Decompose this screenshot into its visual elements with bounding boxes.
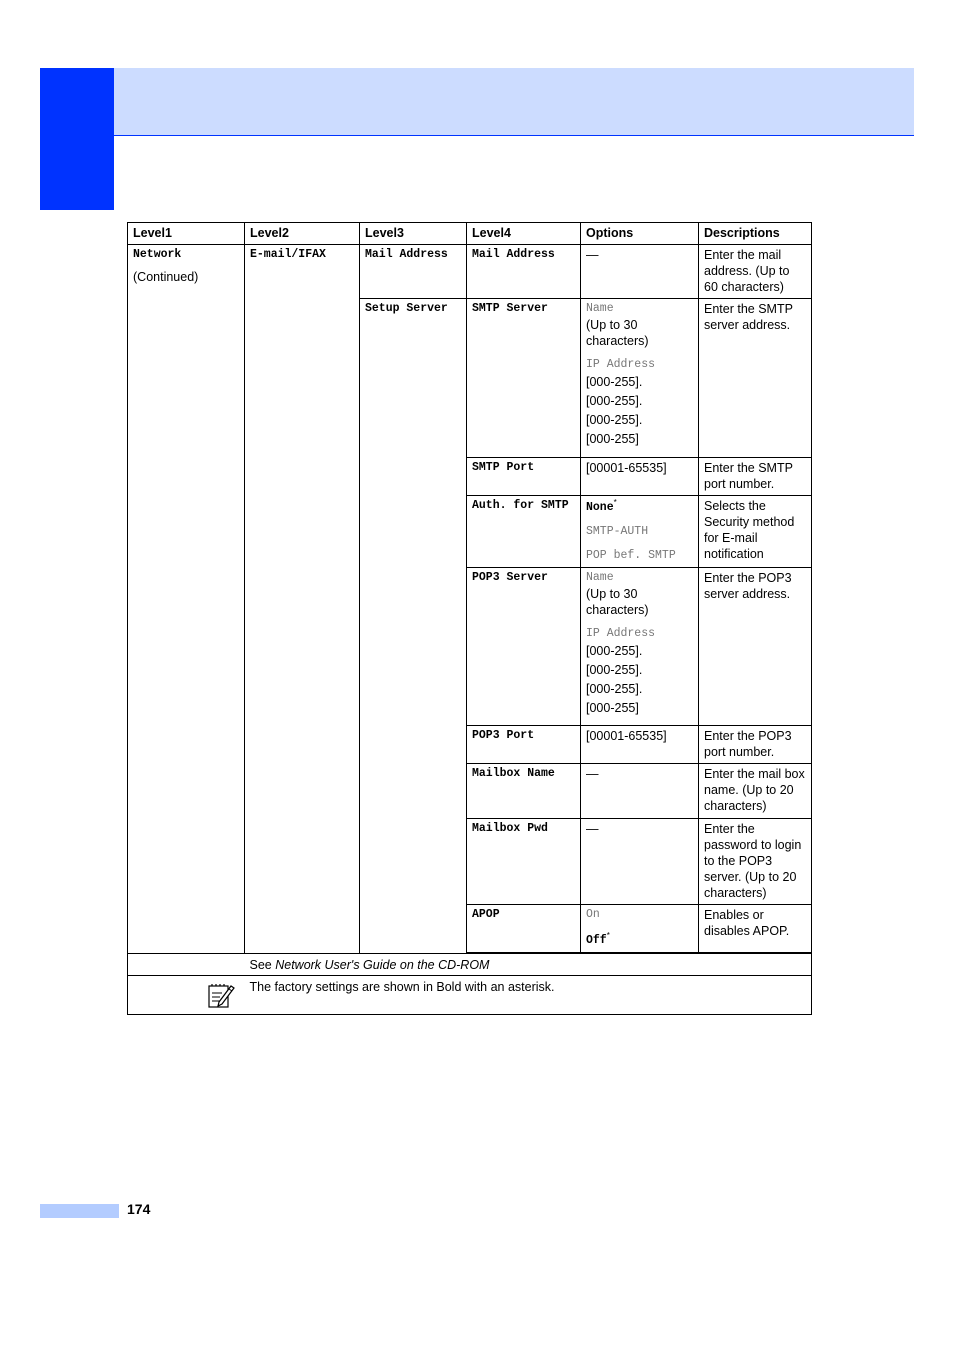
level1-value: Network	[133, 248, 182, 261]
page-number: 174	[127, 1201, 151, 1217]
level3-setup-server: Setup Server	[360, 299, 467, 954]
default-marker: *	[606, 931, 610, 940]
options-pop3-server	[581, 568, 699, 726]
options-apop	[581, 905, 699, 953]
ip-range: [000-255]	[586, 432, 639, 446]
col-level1: Level1	[128, 223, 245, 245]
level4-auth-smtp: Auth. for SMTP	[467, 496, 581, 568]
option-name-desc: (Up to 30 characters)	[586, 587, 649, 617]
level4-pop3-server: POP3 Server	[467, 568, 581, 726]
options-smtp-server	[581, 299, 699, 458]
options-mailbox-pwd: —	[581, 819, 699, 905]
desc-pop3-server: Enter the POP3 server address.	[699, 568, 812, 726]
settings-table	[127, 222, 812, 1015]
default-marker: *	[613, 498, 617, 507]
level1-continued: (Continued)	[133, 270, 199, 284]
desc-smtp-port: Enter the SMTP port number.	[699, 458, 812, 496]
option-off: Off	[586, 934, 607, 947]
option-on: On	[586, 908, 600, 921]
col-descriptions: Descriptions	[699, 223, 812, 245]
desc-pop3-port: Enter the POP3 port number.	[699, 726, 812, 764]
desc-mailbox-name: Enter the mail box name. (Up to 20 characters)	[699, 764, 812, 819]
ip-range: [000-255].	[586, 663, 643, 677]
level4-pop3-port: POP3 Port	[467, 726, 581, 764]
note-pencil-icon	[206, 980, 236, 1010]
level2-cell: E-mail/IFAX	[245, 245, 360, 954]
option-name-desc: (Up to 30 characters)	[586, 318, 649, 348]
level4-smtp-port: SMTP Port	[467, 458, 581, 496]
option-name: Name	[586, 302, 614, 315]
ip-range: [000-255]	[586, 701, 639, 715]
desc-mailbox-pwd: Enter the password to login to the POP3 server. (Up to 20 characters)	[699, 819, 812, 905]
col-level4: Level4	[467, 223, 581, 245]
option-name: Name	[586, 571, 614, 584]
col-level2: Level2	[245, 223, 360, 245]
see-guide-row	[128, 954, 812, 976]
options-smtp-port: [00001-65535]	[581, 458, 699, 496]
note-row	[128, 976, 812, 1015]
level3-mail-address: Mail Address	[360, 245, 467, 299]
chapter-tab-block	[40, 68, 114, 210]
ip-range: [000-255].	[586, 682, 643, 696]
table-row	[128, 245, 812, 299]
header-band	[114, 68, 914, 136]
desc-apop: Enables or disables APOP.	[699, 905, 812, 953]
see-guide-text: See Network User's Guide on the CD-ROM	[245, 954, 812, 976]
option-ip-address: IP Address	[586, 358, 656, 371]
desc-mail-address: Enter the mail address. (Up to 60 characters)	[699, 245, 812, 299]
col-options: Options	[581, 223, 699, 245]
table-header-row	[128, 223, 812, 245]
option-none: None	[586, 501, 614, 514]
level4-mailbox-name: Mailbox Name	[467, 764, 581, 819]
options-auth-smtp	[581, 496, 699, 568]
ip-range: [000-255].	[586, 413, 643, 427]
desc-auth-smtp: Selects the Security method for E-mail notification	[699, 496, 812, 568]
level1-cell	[128, 245, 245, 954]
ip-range: [000-255].	[586, 394, 643, 408]
desc-smtp-server: Enter the SMTP server address.	[699, 299, 812, 458]
level4-mail-address: Mail Address	[467, 245, 581, 299]
ip-range: [000-255].	[586, 644, 643, 658]
page-number-bar	[40, 1204, 119, 1218]
level4-apop: APOP	[467, 905, 581, 953]
col-level3: Level3	[360, 223, 467, 245]
ip-range: [000-255].	[586, 375, 643, 389]
note-text: The factory settings are shown in Bold with an asterisk.	[245, 976, 812, 1015]
option-ip-address: IP Address	[586, 627, 656, 640]
option-pop-before-smtp: POP bef. SMTP	[586, 549, 676, 562]
level4-mailbox-pwd: Mailbox Pwd	[467, 819, 581, 905]
options-mail-address: —	[581, 245, 699, 299]
options-mailbox-name: —	[581, 764, 699, 819]
level4-smtp-server: SMTP Server	[467, 299, 581, 458]
guide-title: Network User's Guide on the CD-ROM	[275, 958, 490, 972]
option-smtp-auth: SMTP-AUTH	[586, 525, 649, 538]
options-pop3-port: [00001-65535]	[581, 726, 699, 764]
